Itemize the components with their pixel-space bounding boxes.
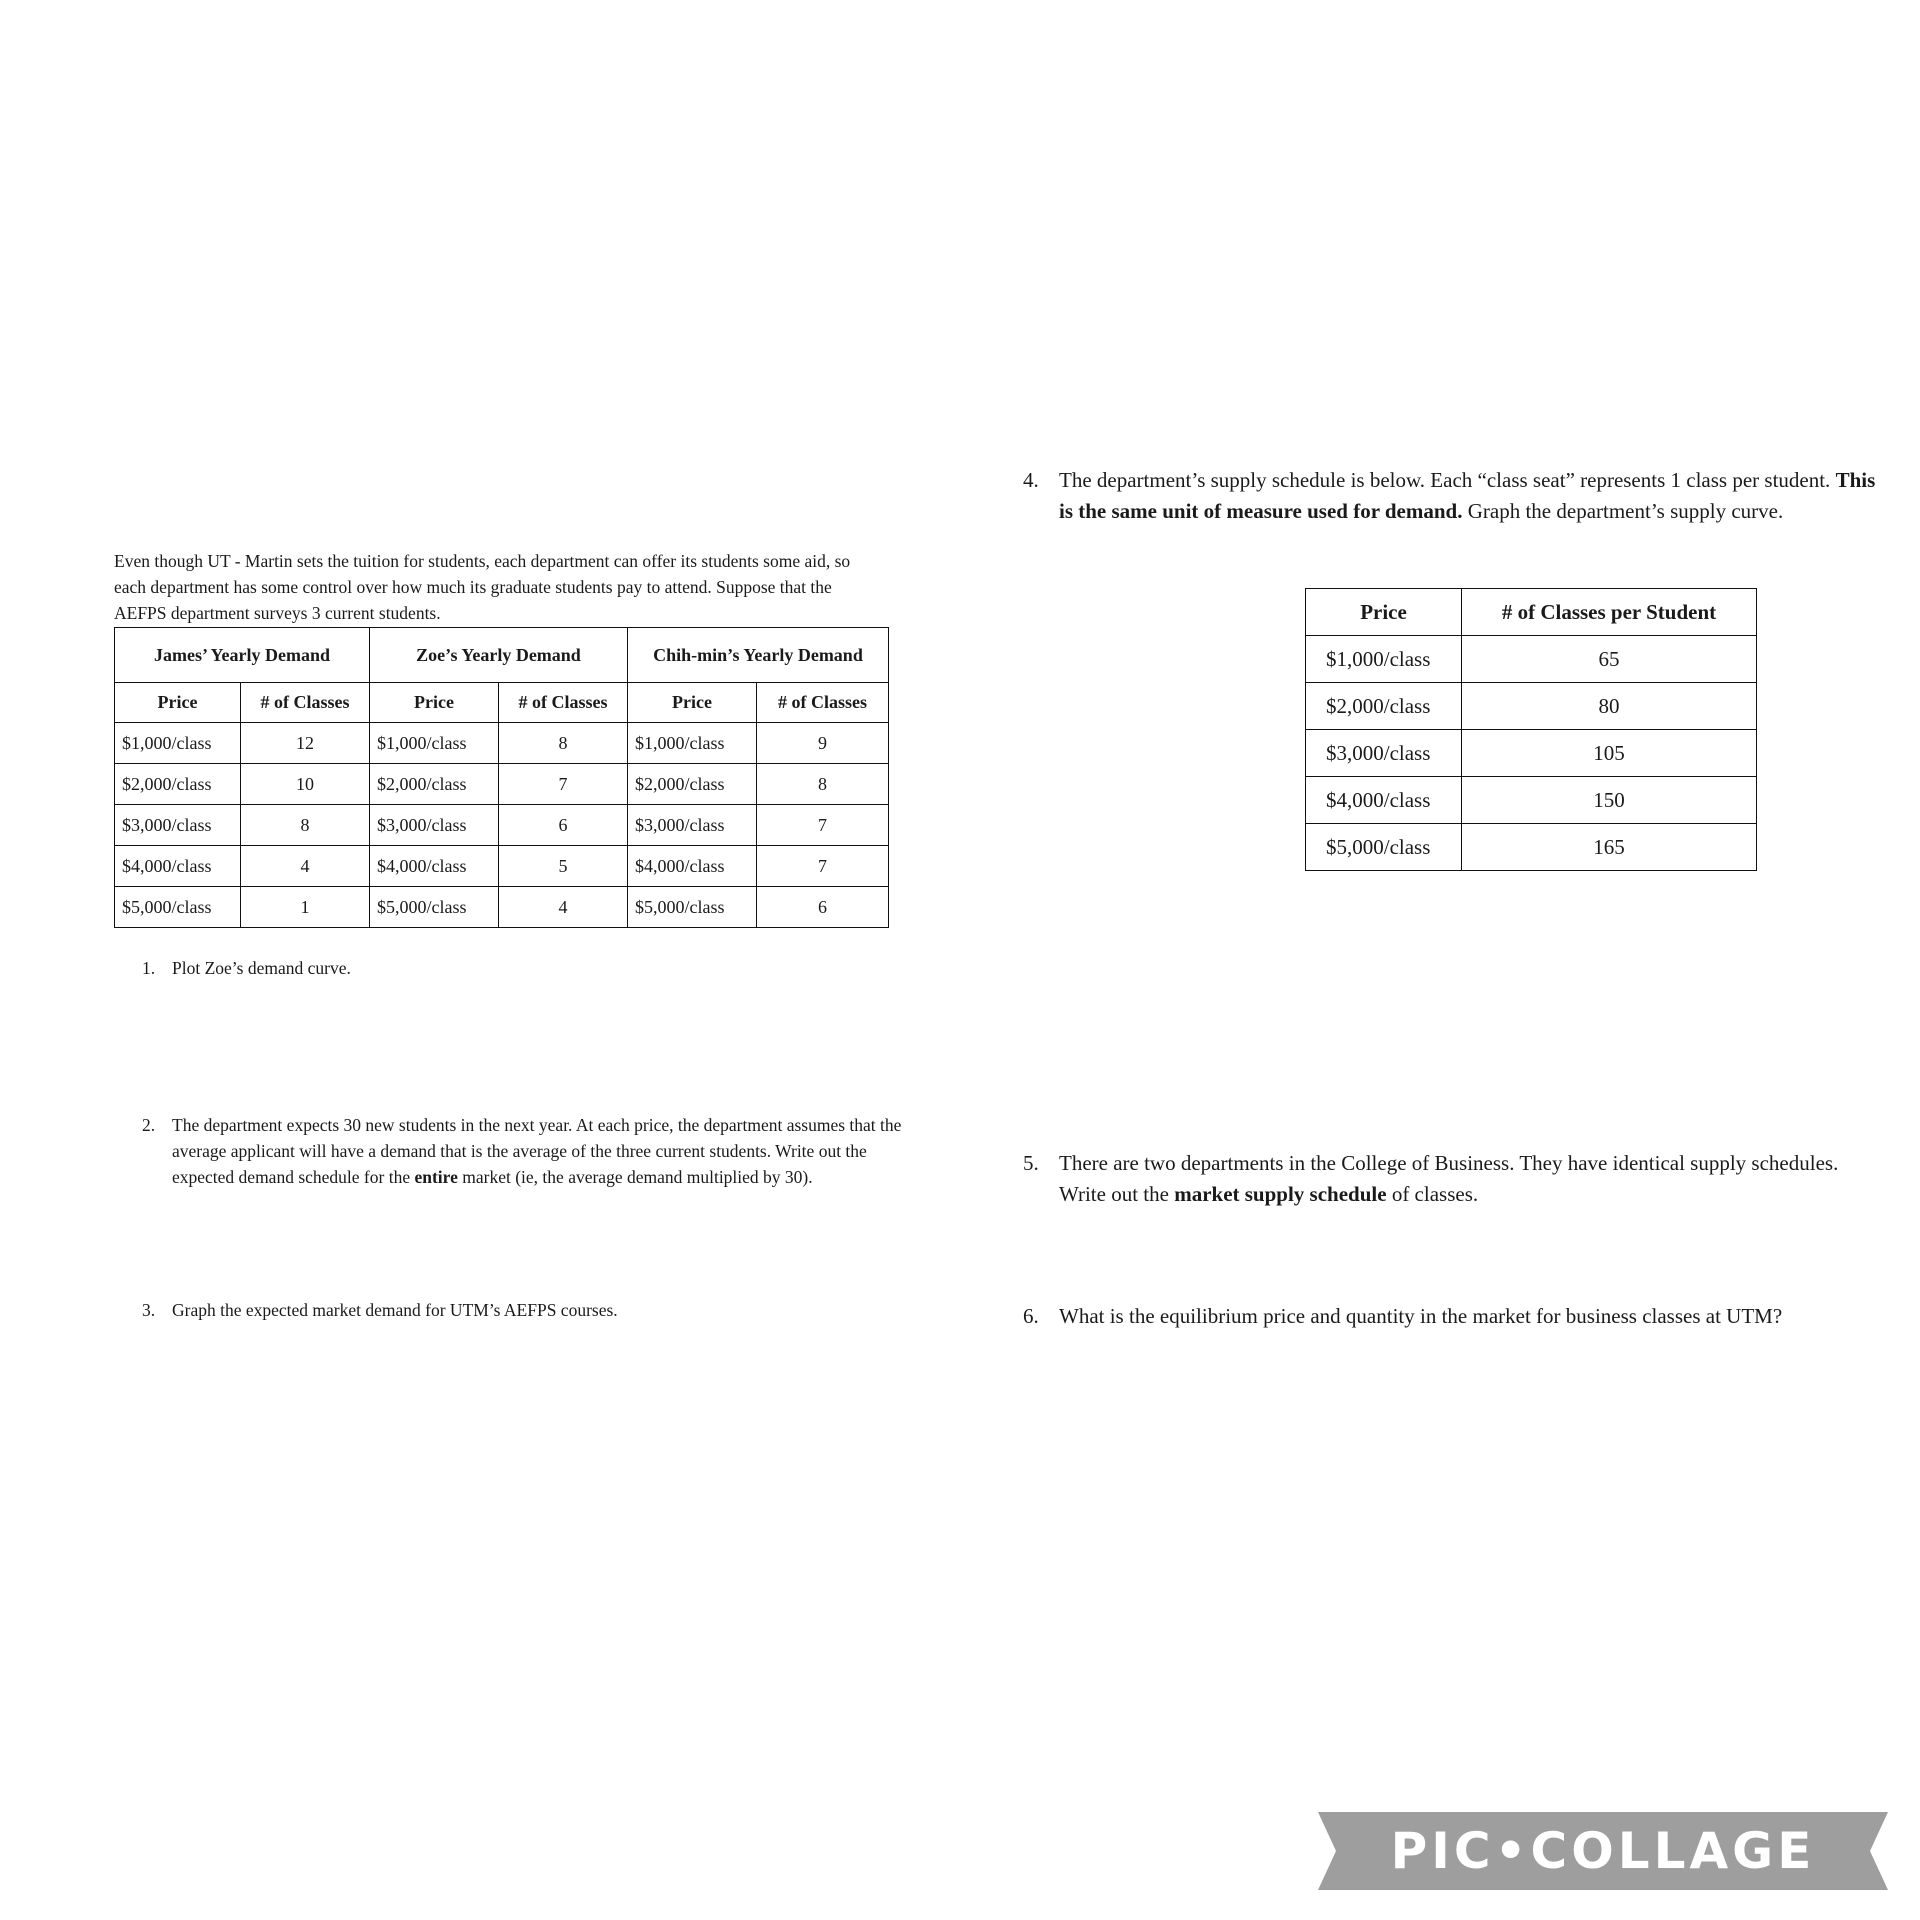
table-row [1306,683,1757,730]
table-cell: 9 [757,723,889,764]
col-header-price: Price [628,683,757,723]
intro-paragraph: Even though UT - Martin sets the tuition for students, each department can offer its students some aid, so each department has some control over how much its graduate students pay to attend. Suppose that the AEFPS department surveys 3 current students. [114,551,851,623]
col-header-price: Price [115,683,241,723]
question-text [1059,465,1879,527]
table-cell: $3,000/class [370,805,499,846]
question-text-part: Graph the department’s supply curve. [1462,499,1784,523]
table-cell: $1,000/class [628,723,757,764]
table-cell: $5,000/class [1306,824,1462,871]
question-number: 6. [1023,1304,1039,1328]
table-cell: 165 [1462,824,1757,871]
table-cell: $5,000/class [370,887,499,928]
supply-table [1305,588,1757,871]
question-text-part: The department expects 30 new students in the next year. At each price, the department assumes that the average applicant will have a demand that is the average of the three current students. Write out the expected demand schedule for the [172,1115,902,1187]
table-cell: $3,000/class [115,805,241,846]
table-cell: $1,000/class [1306,636,1462,683]
table-cell: 4 [241,846,370,887]
table-cell: 8 [499,723,628,764]
question-number: 4. [1023,468,1039,492]
table-cell: $4,000/class [370,846,499,887]
table-cell: $4,000/class [628,846,757,887]
table-row [1306,636,1757,683]
table-cell: 10 [241,764,370,805]
col-header-qty: # of Classes [499,683,628,723]
table-cell: $1,000/class [370,723,499,764]
table-cell: 7 [757,805,889,846]
table-cell: 150 [1462,777,1757,824]
table-cell: 7 [499,764,628,805]
group-header-zoe: Zoe’s Yearly Demand [370,628,628,683]
question-number: 2. [142,1115,156,1135]
question-number: 5. [1023,1151,1039,1175]
table-cell: 12 [241,723,370,764]
table-cell: $3,000/class [628,805,757,846]
table-cell: 80 [1462,683,1757,730]
table-cell: 8 [241,805,370,846]
table-cell: $2,000/class [1306,683,1462,730]
question-number: 3. [142,1300,156,1320]
question-text-part: market (ie, the average demand multiplied by 30). [457,1167,813,1187]
table-row [1306,730,1757,777]
table-row [1306,777,1757,824]
demand-table-column-header [115,683,889,723]
demand-table-group-header [115,628,889,683]
question-text-part: There are two departments in the College of Business. They have identical supply schedules. Write out the [1059,1151,1839,1206]
table-cell: 1 [241,887,370,928]
table-row [115,764,889,805]
table-row [115,723,889,764]
col-header-qty: # of Classes [757,683,889,723]
table-cell: 6 [757,887,889,928]
pic-collage-watermark [1318,1812,1888,1890]
table-cell: 65 [1462,636,1757,683]
question-text-bold: entire [414,1167,458,1187]
table-cell: $5,000/class [115,887,241,928]
table-cell: $2,000/class [628,764,757,805]
question-text-part: The department’s supply schedule is below. Each “class seat” represents 1 class per student. [1059,468,1836,492]
table-cell: 105 [1462,730,1757,777]
col-header-price: Price [370,683,499,723]
group-header-chih-min: Chih-min’s Yearly Demand [628,628,889,683]
col-header-qty: # of Classes per Student [1462,589,1757,636]
table-row [115,846,889,887]
table-cell: 4 [499,887,628,928]
question-text [172,1112,902,1190]
table-cell: 6 [499,805,628,846]
question-text: Graph the expected market demand for UTM’s AEFPS courses. [172,1300,618,1320]
question-text: Plot Zoe’s demand curve. [172,958,351,978]
table-row [115,887,889,928]
question-text-bold: This is the same unit of measure used for demand. [1059,468,1876,523]
table-cell: 8 [757,764,889,805]
table-cell: 7 [757,846,889,887]
col-header-price: Price [1306,589,1462,636]
table-cell: $1,000/class [115,723,241,764]
table-cell: $4,000/class [1306,777,1462,824]
table-cell: 5 [499,846,628,887]
supply-table-header [1306,589,1757,636]
question-text-bold: market supply schedule [1174,1182,1387,1206]
table-cell: $5,000/class [628,887,757,928]
col-header-qty: # of Classes [241,683,370,723]
table-cell: $2,000/class [115,764,241,805]
demand-table [114,627,889,928]
table-cell: $2,000/class [370,764,499,805]
table-cell: $3,000/class [1306,730,1462,777]
question-number: 1. [142,958,156,978]
table-row [115,805,889,846]
question-text [1059,1148,1859,1210]
table-row [1306,824,1757,871]
question-text-part: of classes. [1386,1182,1479,1206]
watermark-text: PIC•COLLAGE [1390,1822,1816,1880]
table-cell: $4,000/class [115,846,241,887]
question-text: What is the equilibrium price and quantity in the market for business classes at UTM? [1059,1304,1783,1328]
group-header-james: James’ Yearly Demand [115,628,370,683]
